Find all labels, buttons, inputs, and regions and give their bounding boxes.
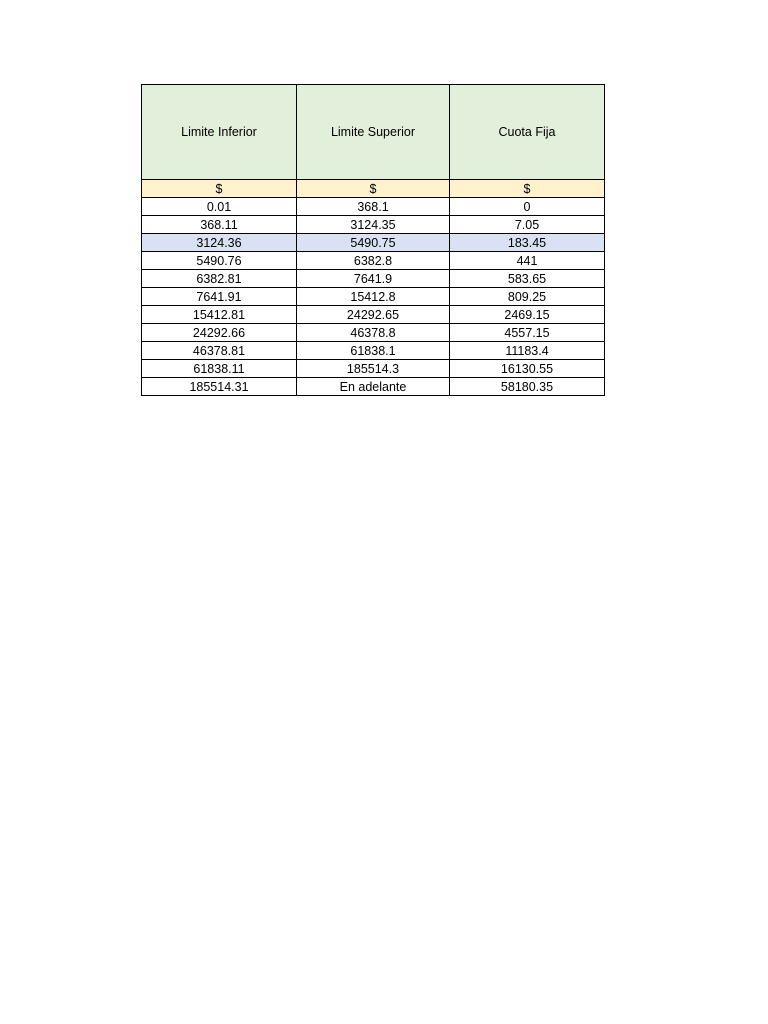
header-limite-superior: Limite Superior — [297, 85, 450, 180]
cell-limite-superior: 5490.75 — [297, 234, 450, 252]
cell-cuota-fija: 183.45 — [450, 234, 605, 252]
table-row — [142, 360, 605, 378]
cell-limite-inferior: 7641.91 — [142, 288, 297, 306]
currency-symbol: $ — [297, 180, 450, 198]
cell-limite-superior: 6382.8 — [297, 252, 450, 270]
cell-cuota-fija: 16130.55 — [450, 360, 605, 378]
cell-cuota-fija: 7.05 — [450, 216, 605, 234]
cell-cuota-fija: 441 — [450, 252, 605, 270]
cell-limite-inferior: 61838.11 — [142, 360, 297, 378]
table-header-row — [142, 85, 605, 180]
cell-limite-inferior: 24292.66 — [142, 324, 297, 342]
cell-limite-superior: 15412.8 — [297, 288, 450, 306]
cell-limite-inferior: 46378.81 — [142, 342, 297, 360]
cell-limite-superior: 61838.1 — [297, 342, 450, 360]
header-cuota-fija: Cuota Fija — [450, 85, 605, 180]
table-row — [142, 252, 605, 270]
cell-limite-inferior: 6382.81 — [142, 270, 297, 288]
table-row — [142, 306, 605, 324]
cell-limite-superior: 46378.8 — [297, 324, 450, 342]
cell-cuota-fija: 0 — [450, 198, 605, 216]
table-row — [142, 342, 605, 360]
cell-cuota-fija: 809.25 — [450, 288, 605, 306]
cell-limite-superior: 3124.35 — [297, 216, 450, 234]
cell-limite-superior: En adelante — [297, 378, 450, 396]
cell-cuota-fija: 4557.15 — [450, 324, 605, 342]
cell-limite-superior: 185514.3 — [297, 360, 450, 378]
table-body — [142, 198, 605, 396]
cell-limite-inferior: 368.11 — [142, 216, 297, 234]
currency-row — [142, 180, 605, 198]
cell-limite-superior: 7641.9 — [297, 270, 450, 288]
table-row — [142, 378, 605, 396]
cell-cuota-fija: 11183.4 — [450, 342, 605, 360]
cell-cuota-fija: 58180.35 — [450, 378, 605, 396]
currency-symbol: $ — [142, 180, 297, 198]
cell-limite-inferior: 3124.36 — [142, 234, 297, 252]
cell-limite-inferior: 185514.31 — [142, 378, 297, 396]
table-row — [142, 324, 605, 342]
rate-table — [141, 84, 605, 396]
cell-cuota-fija: 2469.15 — [450, 306, 605, 324]
cell-cuota-fija: 583.65 — [450, 270, 605, 288]
cell-limite-superior: 24292.65 — [297, 306, 450, 324]
cell-limite-inferior: 5490.76 — [142, 252, 297, 270]
cell-limite-superior: 368.1 — [297, 198, 450, 216]
table-row — [142, 270, 605, 288]
cell-limite-inferior: 15412.81 — [142, 306, 297, 324]
table-row — [142, 198, 605, 216]
table-row — [142, 288, 605, 306]
header-limite-inferior: Limite Inferior — [142, 85, 297, 180]
table-row — [142, 216, 605, 234]
currency-symbol: $ — [450, 180, 605, 198]
table-row — [142, 234, 605, 252]
cell-limite-inferior: 0.01 — [142, 198, 297, 216]
